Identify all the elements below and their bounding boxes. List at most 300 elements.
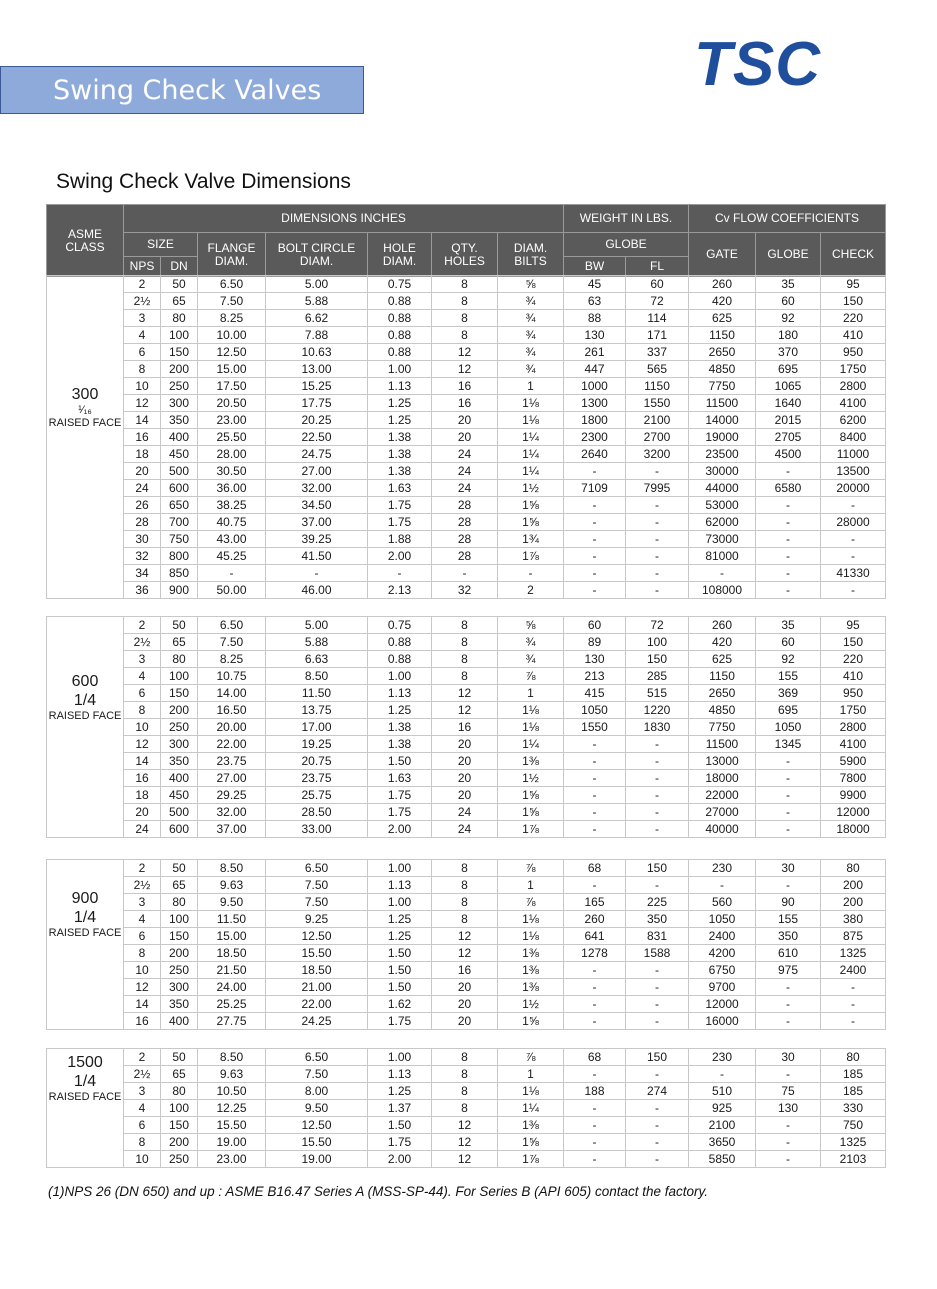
cell-bolt-circle: 17.75 bbox=[266, 395, 368, 412]
cell-flange: 20.00 bbox=[198, 719, 266, 736]
cell-hole: 1.62 bbox=[368, 996, 432, 1013]
cell-gate: 4200 bbox=[689, 945, 756, 962]
table-row bbox=[47, 1049, 886, 1066]
cell-bw: - bbox=[564, 514, 626, 531]
table-row bbox=[47, 395, 886, 412]
cell-diam-bilts: ¾ bbox=[498, 344, 564, 361]
cell-gate: 11500 bbox=[689, 395, 756, 412]
cell-bw: 68 bbox=[564, 1049, 626, 1066]
cell-check: - bbox=[821, 996, 886, 1013]
cell-qty: 28 bbox=[432, 497, 498, 514]
cell-bw: 260 bbox=[564, 911, 626, 928]
cell-dn: 800 bbox=[161, 548, 198, 565]
table-row bbox=[47, 548, 886, 565]
cell-globe: 60 bbox=[756, 634, 821, 651]
table-row bbox=[47, 787, 886, 804]
cell-check: 750 bbox=[821, 1117, 886, 1134]
cell-globe: - bbox=[756, 1134, 821, 1151]
cell-qty: 20 bbox=[432, 412, 498, 429]
cell-flange: 38.25 bbox=[198, 497, 266, 514]
cell-globe: 35 bbox=[756, 617, 821, 634]
cell-globe: - bbox=[756, 565, 821, 582]
cell-nps: 20 bbox=[124, 463, 161, 480]
cell-globe: 6580 bbox=[756, 480, 821, 497]
cell-hole: 1.00 bbox=[368, 894, 432, 911]
cell-dn: 100 bbox=[161, 1100, 198, 1117]
cell-qty: 24 bbox=[432, 463, 498, 480]
weight-header: WEIGHT IN LBS. bbox=[564, 205, 689, 233]
cell-check: 330 bbox=[821, 1100, 886, 1117]
cell-dn: 65 bbox=[161, 293, 198, 310]
cell-gate: 925 bbox=[689, 1100, 756, 1117]
cell-dn: 850 bbox=[161, 565, 198, 582]
cell-fl: 150 bbox=[626, 860, 689, 877]
cell-fl: 2700 bbox=[626, 429, 689, 446]
cell-globe: - bbox=[756, 877, 821, 894]
cell-diam-bilts: 1⅛ bbox=[498, 412, 564, 429]
cell-bolt-circle: 18.50 bbox=[266, 962, 368, 979]
cell-check: 950 bbox=[821, 344, 886, 361]
cell-bw: - bbox=[564, 770, 626, 787]
cell-bolt-circle: 20.75 bbox=[266, 753, 368, 770]
cell-bw: 89 bbox=[564, 634, 626, 651]
cell-hole: 1.75 bbox=[368, 1134, 432, 1151]
cell-fl: 225 bbox=[626, 894, 689, 911]
cell-fl: 171 bbox=[626, 327, 689, 344]
table-row bbox=[47, 582, 886, 599]
cell-diam-bilts: 1 bbox=[498, 1066, 564, 1083]
cell-gate: 420 bbox=[689, 293, 756, 310]
cell-dn: 50 bbox=[161, 1049, 198, 1066]
cell-nps: 2 bbox=[124, 276, 161, 293]
cell-nps: 2½ bbox=[124, 634, 161, 651]
cell-hole: 0.88 bbox=[368, 327, 432, 344]
cell-bolt-circle: 41.50 bbox=[266, 548, 368, 565]
cell-dn: 300 bbox=[161, 736, 198, 753]
cell-hole: 1.75 bbox=[368, 497, 432, 514]
cell-diam-bilts: 1½ bbox=[498, 770, 564, 787]
cell-nps: 10 bbox=[124, 719, 161, 736]
cell-globe: - bbox=[756, 770, 821, 787]
cell-check: 12000 bbox=[821, 804, 886, 821]
cell-hole: 2.00 bbox=[368, 1151, 432, 1168]
cell-qty: 8 bbox=[432, 668, 498, 685]
cell-fl: - bbox=[626, 548, 689, 565]
cell-hole: 1.38 bbox=[368, 429, 432, 446]
cell-check: - bbox=[821, 531, 886, 548]
cell-hole: 1.37 bbox=[368, 1100, 432, 1117]
cell-globe: 1640 bbox=[756, 395, 821, 412]
cell-qty: 32 bbox=[432, 582, 498, 599]
cell-nps: 4 bbox=[124, 911, 161, 928]
cell-gate: 2400 bbox=[689, 928, 756, 945]
cell-bw: - bbox=[564, 1066, 626, 1083]
class-sub: 1/4 bbox=[73, 691, 97, 709]
class-1500-table bbox=[46, 1048, 886, 1168]
cell-dn: 80 bbox=[161, 1083, 198, 1100]
cell-diam-bilts: 1½ bbox=[498, 996, 564, 1013]
cell-dn: 650 bbox=[161, 497, 198, 514]
cell-bw: 188 bbox=[564, 1083, 626, 1100]
cell-gate: 2650 bbox=[689, 344, 756, 361]
cell-bw: 1550 bbox=[564, 719, 626, 736]
cell-hole: 1.00 bbox=[368, 361, 432, 378]
cell-hole: 1.75 bbox=[368, 514, 432, 531]
cell-qty: 24 bbox=[432, 804, 498, 821]
cell-nps: 14 bbox=[124, 996, 161, 1013]
cell-globe: - bbox=[756, 1117, 821, 1134]
cell-fl: - bbox=[626, 497, 689, 514]
cell-bw: 447 bbox=[564, 361, 626, 378]
cell-nps: 34 bbox=[124, 565, 161, 582]
cell-bolt-circle: 39.25 bbox=[266, 531, 368, 548]
cell-check: 18000 bbox=[821, 821, 886, 838]
cell-gate: - bbox=[689, 877, 756, 894]
cell-bolt-circle: 15.25 bbox=[266, 378, 368, 395]
cell-bw: 165 bbox=[564, 894, 626, 911]
cell-qty: 8 bbox=[432, 1049, 498, 1066]
cell-diam-bilts: 1¼ bbox=[498, 463, 564, 480]
cell-dn: 350 bbox=[161, 753, 198, 770]
cell-hole: 1.00 bbox=[368, 1049, 432, 1066]
cell-bw: 1278 bbox=[564, 945, 626, 962]
cell-qty: 24 bbox=[432, 446, 498, 463]
cell-dn: 700 bbox=[161, 514, 198, 531]
cell-nps: 16 bbox=[124, 1013, 161, 1030]
table-row bbox=[47, 361, 886, 378]
table-row bbox=[47, 804, 886, 821]
cell-nps: 28 bbox=[124, 514, 161, 531]
cell-fl: - bbox=[626, 1100, 689, 1117]
cell-diam-bilts: 1⅝ bbox=[498, 514, 564, 531]
cell-nps: 14 bbox=[124, 412, 161, 429]
cell-flange: 15.00 bbox=[198, 361, 266, 378]
cell-diam-bilts: 1⅝ bbox=[498, 804, 564, 821]
cell-fl: 1220 bbox=[626, 702, 689, 719]
table-row bbox=[47, 480, 886, 497]
qty-header: QTY. HOLES bbox=[432, 233, 498, 277]
cell-fl: - bbox=[626, 514, 689, 531]
table-row bbox=[47, 497, 886, 514]
cell-fl: - bbox=[626, 962, 689, 979]
cell-fl: - bbox=[626, 821, 689, 838]
dimensions-header: DIMENSIONS INCHES bbox=[124, 205, 564, 233]
cell-globe: 1065 bbox=[756, 378, 821, 395]
table-row bbox=[47, 446, 886, 463]
cell-diam-bilts: ⅝ bbox=[498, 617, 564, 634]
cell-check: 5900 bbox=[821, 753, 886, 770]
cell-qty: 24 bbox=[432, 821, 498, 838]
cell-hole: 1.13 bbox=[368, 685, 432, 702]
cell-nps: 10 bbox=[124, 1151, 161, 1168]
cell-bw: - bbox=[564, 962, 626, 979]
cell-bw: - bbox=[564, 877, 626, 894]
cell-globe: - bbox=[756, 1151, 821, 1168]
cell-flange: 32.00 bbox=[198, 804, 266, 821]
cell-nps: 10 bbox=[124, 378, 161, 395]
cell-bw: - bbox=[564, 1134, 626, 1151]
table-row bbox=[47, 463, 886, 480]
cell-check: 410 bbox=[821, 327, 886, 344]
cell-flange: 25.25 bbox=[198, 996, 266, 1013]
cell-qty: 16 bbox=[432, 719, 498, 736]
cell-check: 2800 bbox=[821, 378, 886, 395]
cell-check: 41330 bbox=[821, 565, 886, 582]
cell-bw: - bbox=[564, 582, 626, 599]
cell-flange: 45.25 bbox=[198, 548, 266, 565]
cell-dn: 400 bbox=[161, 429, 198, 446]
table-row bbox=[47, 617, 886, 634]
cell-fl: - bbox=[626, 1151, 689, 1168]
cell-bolt-circle: - bbox=[266, 565, 368, 582]
table-row bbox=[47, 1100, 886, 1117]
cell-bw: 63 bbox=[564, 293, 626, 310]
cell-diam-bilts: 1⅛ bbox=[498, 719, 564, 736]
cell-globe: 92 bbox=[756, 310, 821, 327]
cell-dn: 300 bbox=[161, 979, 198, 996]
cell-dn: 600 bbox=[161, 821, 198, 838]
cell-hole: 0.88 bbox=[368, 344, 432, 361]
cell-qty: 12 bbox=[432, 928, 498, 945]
cell-qty: 8 bbox=[432, 1100, 498, 1117]
cell-fl: - bbox=[626, 787, 689, 804]
table-row bbox=[47, 702, 886, 719]
cell-bw: - bbox=[564, 787, 626, 804]
cell-globe: 350 bbox=[756, 928, 821, 945]
cell-globe: - bbox=[756, 979, 821, 996]
cell-bolt-circle: 32.00 bbox=[266, 480, 368, 497]
cell-diam-bilts: ¾ bbox=[498, 293, 564, 310]
cell-check: 150 bbox=[821, 293, 886, 310]
cell-diam-bilts: 1⅛ bbox=[498, 702, 564, 719]
cell-gate: 1050 bbox=[689, 911, 756, 928]
cell-fl: 72 bbox=[626, 617, 689, 634]
cell-qty: 20 bbox=[432, 770, 498, 787]
cell-gate: 260 bbox=[689, 276, 756, 293]
cell-bolt-circle: 37.00 bbox=[266, 514, 368, 531]
asme-class-cell bbox=[47, 276, 124, 599]
cell-bw: - bbox=[564, 565, 626, 582]
cell-nps: 6 bbox=[124, 1117, 161, 1134]
cell-hole: 1.75 bbox=[368, 787, 432, 804]
cell-check: 9900 bbox=[821, 787, 886, 804]
cell-hole: 1.25 bbox=[368, 702, 432, 719]
table-row bbox=[47, 565, 886, 582]
cell-bw: - bbox=[564, 497, 626, 514]
cell-bw: - bbox=[564, 996, 626, 1013]
cell-dn: 50 bbox=[161, 860, 198, 877]
cell-dn: 350 bbox=[161, 996, 198, 1013]
cell-nps: 24 bbox=[124, 821, 161, 838]
cell-globe: 370 bbox=[756, 344, 821, 361]
class-sub: 1/4 bbox=[73, 1072, 97, 1090]
cell-nps: 16 bbox=[124, 770, 161, 787]
cell-check: - bbox=[821, 548, 886, 565]
cell-diam-bilts: 1⅝ bbox=[498, 497, 564, 514]
cell-flange: 37.00 bbox=[198, 821, 266, 838]
class-face: RAISED FACE bbox=[48, 927, 122, 939]
table-row bbox=[47, 962, 886, 979]
cell-dn: 200 bbox=[161, 945, 198, 962]
cell-dn: 250 bbox=[161, 1151, 198, 1168]
cell-check: 200 bbox=[821, 877, 886, 894]
cell-gate: 27000 bbox=[689, 804, 756, 821]
cell-nps: 32 bbox=[124, 548, 161, 565]
cell-dn: 250 bbox=[161, 378, 198, 395]
cell-qty: 28 bbox=[432, 548, 498, 565]
cell-flange: 8.50 bbox=[198, 860, 266, 877]
cell-flange: 9.63 bbox=[198, 877, 266, 894]
cell-check: 95 bbox=[821, 276, 886, 293]
class-sub: ¹⁄₁₆ bbox=[78, 403, 92, 416]
cell-gate: 18000 bbox=[689, 770, 756, 787]
cell-hole: - bbox=[368, 565, 432, 582]
cell-dn: 300 bbox=[161, 395, 198, 412]
cell-diam-bilts: ¾ bbox=[498, 361, 564, 378]
cell-gate: - bbox=[689, 565, 756, 582]
cell-dn: 100 bbox=[161, 911, 198, 928]
cell-qty: 16 bbox=[432, 962, 498, 979]
cell-nps: 18 bbox=[124, 787, 161, 804]
cell-gate: 40000 bbox=[689, 821, 756, 838]
cell-nps: 8 bbox=[124, 945, 161, 962]
cell-hole: 1.38 bbox=[368, 736, 432, 753]
cell-globe: 75 bbox=[756, 1083, 821, 1100]
cell-bw: 2640 bbox=[564, 446, 626, 463]
cell-bolt-circle: 6.50 bbox=[266, 860, 368, 877]
cell-hole: 1.88 bbox=[368, 531, 432, 548]
cell-fl: 565 bbox=[626, 361, 689, 378]
table-row bbox=[47, 945, 886, 962]
cell-bolt-circle: 17.00 bbox=[266, 719, 368, 736]
class-number: 900 bbox=[71, 890, 99, 907]
cell-fl: 831 bbox=[626, 928, 689, 945]
cell-diam-bilts: ¾ bbox=[498, 327, 564, 344]
cell-globe: 180 bbox=[756, 327, 821, 344]
cell-nps: 2 bbox=[124, 860, 161, 877]
cell-gate: 11500 bbox=[689, 736, 756, 753]
cell-flange: 8.50 bbox=[198, 1049, 266, 1066]
cell-bolt-circle: 34.50 bbox=[266, 497, 368, 514]
cell-nps: 8 bbox=[124, 361, 161, 378]
cell-qty: 20 bbox=[432, 979, 498, 996]
cell-flange: 22.00 bbox=[198, 736, 266, 753]
cell-hole: 1.63 bbox=[368, 480, 432, 497]
cell-diam-bilts: - bbox=[498, 565, 564, 582]
cell-flange: 12.50 bbox=[198, 344, 266, 361]
cell-flange: 8.25 bbox=[198, 310, 266, 327]
cell-dn: 200 bbox=[161, 1134, 198, 1151]
table-row bbox=[47, 651, 886, 668]
cell-fl: 114 bbox=[626, 310, 689, 327]
cell-nps: 3 bbox=[124, 651, 161, 668]
cell-fl: - bbox=[626, 1117, 689, 1134]
cell-globe: 975 bbox=[756, 962, 821, 979]
cell-fl: - bbox=[626, 582, 689, 599]
cell-bolt-circle: 7.50 bbox=[266, 894, 368, 911]
cell-globe: 130 bbox=[756, 1100, 821, 1117]
cell-nps: 26 bbox=[124, 497, 161, 514]
cell-nps: 36 bbox=[124, 582, 161, 599]
tsc-logo: TSC bbox=[694, 30, 821, 99]
diam-bilts-header: DIAM. BILTS bbox=[498, 233, 564, 277]
asme-class-cell bbox=[47, 1049, 124, 1168]
cell-fl: 274 bbox=[626, 1083, 689, 1100]
cell-qty: 8 bbox=[432, 651, 498, 668]
cell-hole: 1.00 bbox=[368, 860, 432, 877]
cell-check: 410 bbox=[821, 668, 886, 685]
class-900-table bbox=[46, 859, 886, 1030]
cell-bolt-circle: 5.88 bbox=[266, 293, 368, 310]
cell-gate: 510 bbox=[689, 1083, 756, 1100]
class-600-table bbox=[46, 616, 886, 838]
cell-check: 11000 bbox=[821, 446, 886, 463]
cell-bolt-circle: 8.50 bbox=[266, 668, 368, 685]
cell-flange: 7.50 bbox=[198, 293, 266, 310]
cell-fl: - bbox=[626, 565, 689, 582]
cell-diam-bilts: 1⅜ bbox=[498, 962, 564, 979]
cell-flange: 29.25 bbox=[198, 787, 266, 804]
cell-flange: 16.50 bbox=[198, 702, 266, 719]
cell-flange: 21.50 bbox=[198, 962, 266, 979]
cell-check: 6200 bbox=[821, 412, 886, 429]
cell-bolt-circle: 20.25 bbox=[266, 412, 368, 429]
cell-globe: - bbox=[756, 514, 821, 531]
table-row bbox=[47, 1013, 886, 1030]
cell-check: 80 bbox=[821, 860, 886, 877]
cell-dn: 750 bbox=[161, 531, 198, 548]
cell-bolt-circle: 6.63 bbox=[266, 651, 368, 668]
asme-class-cell bbox=[47, 617, 124, 838]
globe-weight-header: GLOBE bbox=[564, 233, 689, 257]
cell-qty: 8 bbox=[432, 634, 498, 651]
cell-nps: 3 bbox=[124, 310, 161, 327]
cell-bw: - bbox=[564, 531, 626, 548]
nps-header: NPS bbox=[124, 257, 161, 277]
cell-flange: 23.00 bbox=[198, 1151, 266, 1168]
cell-gate: 12000 bbox=[689, 996, 756, 1013]
cell-globe: 35 bbox=[756, 276, 821, 293]
cell-globe: 60 bbox=[756, 293, 821, 310]
cell-nps: 20 bbox=[124, 804, 161, 821]
cell-check: 2800 bbox=[821, 719, 886, 736]
cell-nps: 12 bbox=[124, 979, 161, 996]
cell-diam-bilts: 1⅛ bbox=[498, 395, 564, 412]
cell-qty: 20 bbox=[432, 996, 498, 1013]
cell-qty: 8 bbox=[432, 310, 498, 327]
cell-dn: 100 bbox=[161, 668, 198, 685]
cell-bolt-circle: 22.00 bbox=[266, 996, 368, 1013]
cell-bw: - bbox=[564, 821, 626, 838]
cell-gate: 16000 bbox=[689, 1013, 756, 1030]
cell-gate: 4850 bbox=[689, 361, 756, 378]
cell-check: 185 bbox=[821, 1083, 886, 1100]
cell-gate: 230 bbox=[689, 860, 756, 877]
cell-gate: 420 bbox=[689, 634, 756, 651]
cell-bw: 7109 bbox=[564, 480, 626, 497]
cell-bolt-circle: 9.50 bbox=[266, 1100, 368, 1117]
cell-diam-bilts: 1 bbox=[498, 685, 564, 702]
cell-globe: - bbox=[756, 804, 821, 821]
cell-hole: 1.13 bbox=[368, 1066, 432, 1083]
cell-hole: 0.88 bbox=[368, 651, 432, 668]
cell-bolt-circle: 12.50 bbox=[266, 928, 368, 945]
table-row bbox=[47, 344, 886, 361]
cell-fl: - bbox=[626, 877, 689, 894]
cell-fl: - bbox=[626, 736, 689, 753]
cell-globe: 92 bbox=[756, 651, 821, 668]
cell-bw: - bbox=[564, 736, 626, 753]
